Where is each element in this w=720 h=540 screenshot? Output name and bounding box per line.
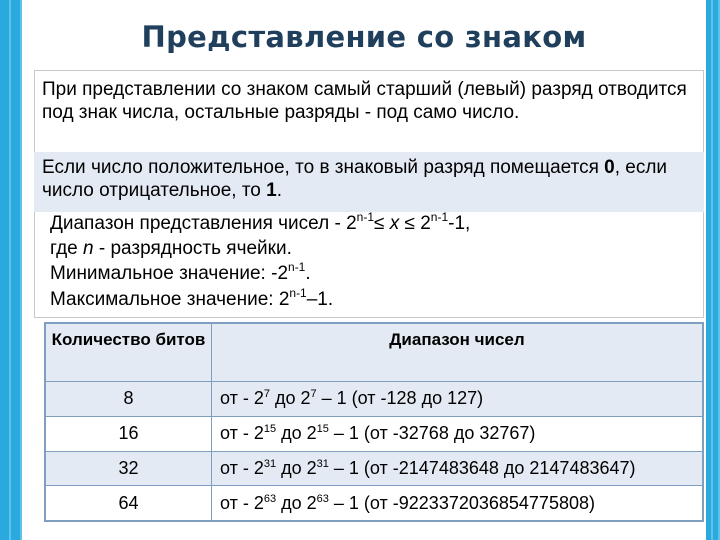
right-decorative-strip (706, 0, 720, 540)
range-part: от - 2 (220, 423, 264, 444)
ranges-table (44, 322, 704, 522)
p3-le: ≤ (374, 213, 390, 234)
p5-end: –1. (306, 289, 334, 310)
cell-bits: 32 (46, 451, 212, 486)
range-part: до 2 (276, 423, 317, 444)
cell-bits: 8 (46, 382, 212, 417)
table-row (46, 382, 703, 417)
table-row (46, 416, 703, 451)
p4-text: Минимальное значение: -2 (50, 263, 289, 284)
header-range: Диапазон чисел (212, 324, 703, 382)
p3-exp1: n-1 (356, 210, 374, 224)
table-row (46, 451, 703, 486)
range-exp: 7 (263, 388, 270, 401)
range-exp: 63 (316, 492, 329, 505)
p2-before: Если число положительное, то в знаковый разряд помещается (42, 157, 605, 178)
range-exp: 15 (316, 423, 329, 436)
slide-title: Представление со знаком (141, 20, 587, 54)
range-exp: 7 (310, 388, 317, 401)
range-part: – 1 (от -32768 до 32767) (328, 423, 536, 444)
paragraph-sign-bit: При представлении со знаком самый старший (левый) разряд отводится под знак числа, остальные разряды - под само число. (42, 79, 687, 123)
p2-one: 1 (266, 180, 277, 201)
range-exp: 31 (316, 457, 329, 470)
p3-line2-prefix: где (50, 238, 84, 259)
p3-exp2: n-1 (430, 210, 449, 224)
p3-line2-suffix: - разрядность ячейки. (93, 238, 292, 259)
cell-range (212, 451, 703, 486)
p4-end: . (305, 263, 311, 284)
range-part: – 1 (от -128 до 127) (316, 388, 484, 409)
p3-n: n (83, 238, 94, 259)
p3-le2: ≤ 2 (399, 213, 431, 234)
range-exp: 63 (263, 492, 277, 505)
paragraph-max-value (50, 288, 700, 313)
p3-suffix: -1, (448, 213, 471, 234)
paragraph-range (50, 212, 700, 260)
range-exp: 15 (263, 423, 277, 436)
range-part: до 2 (270, 388, 311, 409)
table-row (46, 486, 703, 521)
range-part: – 1 (от -9223372036854775808) (328, 492, 595, 513)
p3-x: x (389, 213, 400, 234)
p3-prefix: Диапазон представления чисел - 2 (50, 213, 357, 234)
paragraph-min-value (50, 262, 700, 287)
p2-after: . (276, 180, 283, 201)
p5-exp: n-1 (289, 286, 307, 300)
cell-range (212, 486, 703, 521)
left-decorative-strip (0, 0, 22, 540)
cell-bits: 64 (46, 486, 212, 521)
range-part: до 2 (276, 457, 317, 478)
range-exp: 31 (263, 457, 277, 470)
cell-bits: 16 (46, 416, 212, 451)
p2-zero: 0 (604, 157, 615, 178)
header-bits: Количество битов (46, 324, 212, 382)
cell-range (212, 416, 703, 451)
range-part: от - 2 (220, 388, 264, 409)
p2-middle: , если число отрицательное, то (42, 157, 668, 201)
paragraph-sign-values (42, 156, 702, 202)
p4-exp: n-1 (288, 260, 306, 274)
range-part: от - 2 (220, 457, 264, 478)
range-part: до 2 (276, 492, 317, 513)
p5-text: Максимальное значение: 2 (50, 289, 290, 310)
cell-range (212, 382, 703, 417)
range-part: – 1 (от -2147483648 до 2147483647) (328, 457, 636, 478)
range-part: от - 2 (220, 492, 264, 513)
